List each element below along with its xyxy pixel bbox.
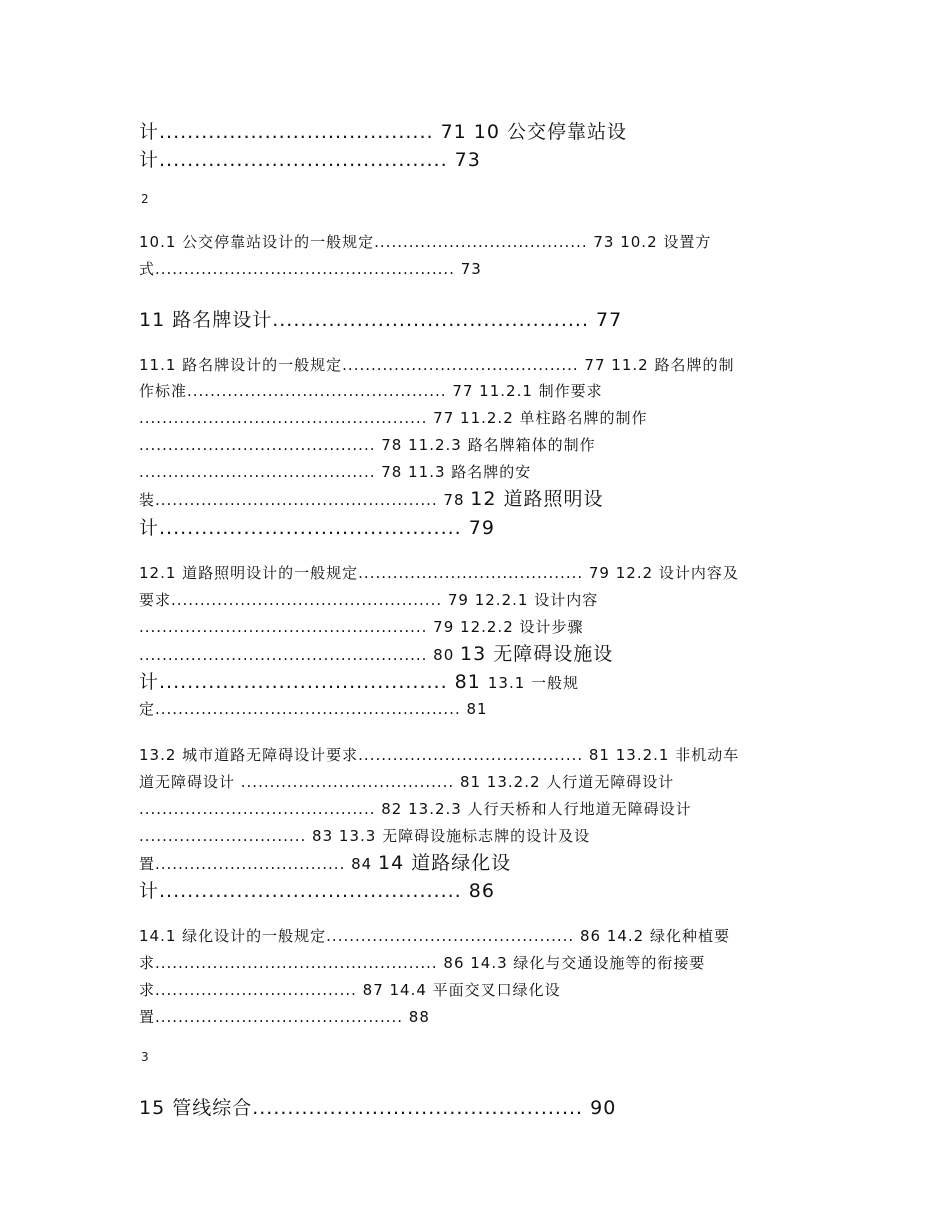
toc-line: 求................................... 87 14.4 平面交叉口绿化设 (139, 981, 561, 999)
toc-line-part: 12 道路照明设 (470, 488, 604, 510)
toc-line: 14.1 绿化设计的一般规定........................................... 86 14.2 绿化种植要 (139, 927, 730, 945)
toc-line: 要求............................................... 79 12.2.1 设计内容 (139, 591, 599, 609)
toc-line: 计........................................... 86 (139, 880, 495, 902)
toc-line: 置........................................... 88 (139, 1008, 430, 1026)
toc-line-part: 13 无障碍设施设 (460, 643, 614, 665)
page-number: 2 (141, 192, 149, 206)
toc-line: 道无障碍设计 ..................................... 81 13.2.2 人行道无障碍设计 (139, 773, 675, 791)
toc-line-part: 装................................................. 78 (139, 491, 471, 509)
toc-line: 10.1 公交停靠站设计的一般规定..................................... 73 10.2 设置方 (139, 233, 712, 251)
toc-line-part: .................................................. 80 (139, 646, 461, 664)
toc-line (139, 484, 603, 511)
toc-line: ............................. 83 13.3 无障碍设施标志牌的设计及设 (139, 827, 591, 845)
toc-line: 计........................................... 79 (139, 517, 495, 539)
toc-line-part: 14 道路绿化设 (377, 852, 512, 874)
toc-line: 13.2 城市道路无障碍设计要求....................................... 81 13.2.1 非机动车 (139, 746, 740, 764)
toc-line: 15 管线综合............................................... 90 (139, 1097, 617, 1119)
toc-line-part: 13.1 一般规 (487, 674, 580, 692)
toc-line (139, 639, 613, 666)
toc-line (139, 848, 511, 875)
page-number: 3 (141, 1050, 149, 1064)
toc-line: 式.................................................... 73 (139, 260, 482, 278)
toc-line: ......................................... 78 11.3 路名牌的安 (139, 463, 532, 481)
toc-line: ......................................... 82 13.2.3 人行天桥和人行地道无障碍设计 (139, 800, 692, 818)
toc-line: 计....................................... 71 10 公交停靠站设 (139, 121, 628, 143)
toc-line: 计......................................... 73 (139, 149, 481, 171)
toc-line: .................................................. 79 12.2.2 设计步骤 (139, 618, 584, 636)
toc-line: 求................................................. 86 14.3 绿化与交通设施等的衔接要 (139, 954, 706, 972)
toc-line: 定..................................................... 81 (139, 700, 488, 718)
toc-line: 11.1 路名牌设计的一般规定......................................... 77 11.2 路名牌的制 (139, 356, 735, 374)
toc-line: .................................................. 77 11.2.2 单柱路名牌的制作 (139, 409, 648, 427)
toc-line-part: 置................................. 84 (139, 855, 378, 873)
toc-line: ......................................... 78 11.2.3 路名牌箱体的制作 (139, 436, 596, 454)
toc-line: 12.1 道路照明设计的一般规定....................................... 79 12.2 设计内容及 (139, 564, 739, 582)
toc-line: 11 路名牌设计............................................. 77 (139, 309, 623, 331)
toc-line (139, 667, 579, 694)
toc-line-part: 计......................................... 81 (139, 671, 488, 693)
toc-line: 作标准............................................. 77 11.2.1 制作要求 (139, 382, 603, 400)
